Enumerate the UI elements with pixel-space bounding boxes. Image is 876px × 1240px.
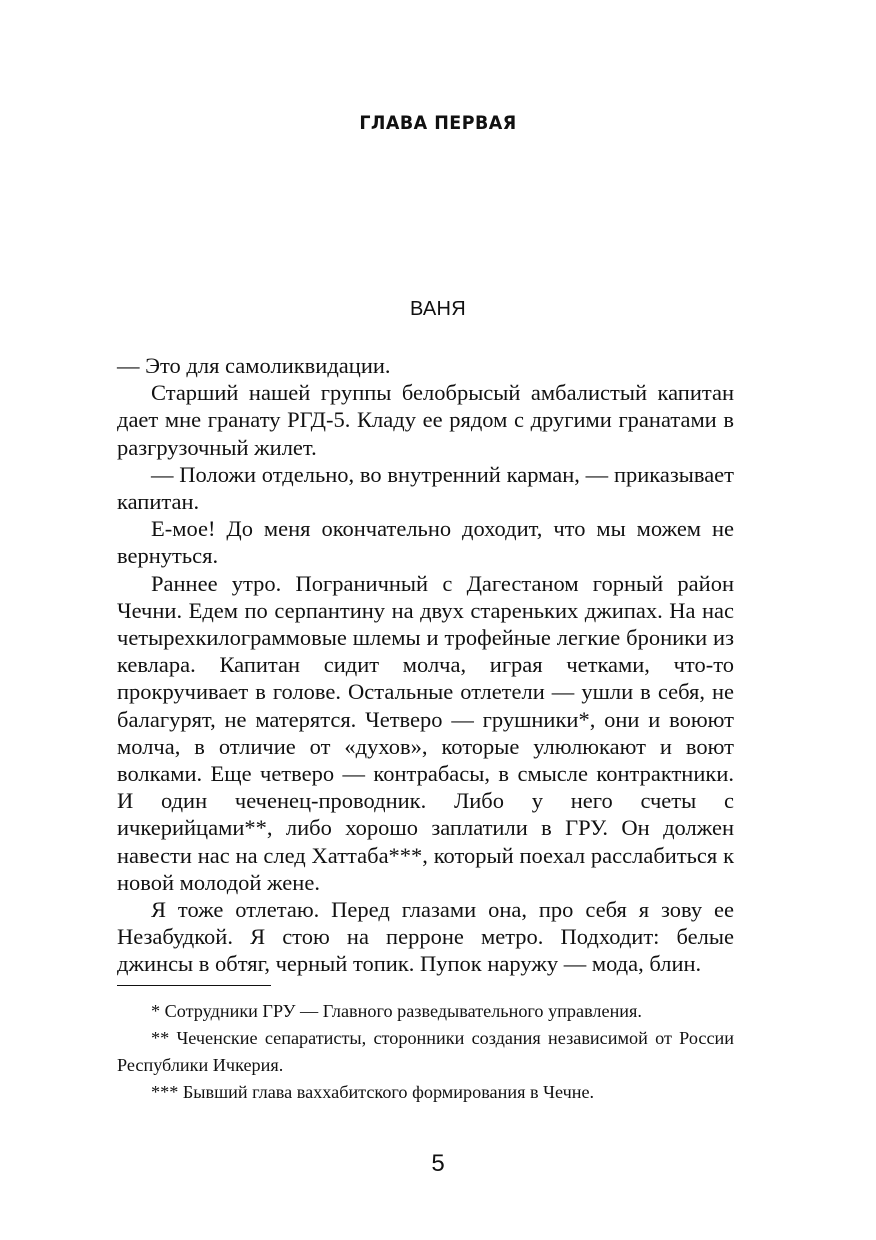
paragraph-5: Раннее утро. Пограничный с Дагестаном горный район Чечни. Едем по серпантину на двух стареньких джипах. На нас четырехкилограммовые шлемы и трофейные легкие броники из кевлара. Капитан сидит молча, играя четками, что-то прокручивает в голове. Остальные отлетели — ушли в себя, не балагурят, не матерятся. Четверо — грушники*, они и воюют молча, в отличие от «духов», которые улюлюкают и воют волками. Еще четверо — контрабасы, в смысле контрактники. И один чеченец-проводник. Либо у него счеты с ичкерийцами**, либо хорошо заплатили в ГРУ. Он должен навести нас на след Хаттаба***, который поехал расслабиться к новой молодой жене. (117, 570, 734, 895)
chapter-title: ГЛАВА ПЕРВАЯ (359, 112, 517, 134)
paragraph-1: — Это для самоликвидации. (117, 353, 391, 378)
paragraph-6: Я тоже отлетаю. Перед глазами она, про себя я зову ее Незабудкой. Я стою на перроне метро. Подходит: белые джинсы в обтяг, черный топик. Пупок наружу — мода, блин. (117, 897, 734, 977)
footnote-2: ** Чеченские сепаратисты, сторонники создания независимой от России Республики Ичкерия. (117, 1028, 734, 1075)
paragraph-4: Е-мое! До меня окончательно доходит, что мы можем не вернуться. (117, 516, 734, 569)
footnote-1: * Сотрудники ГРУ — Главного разведывательного управления. (151, 1001, 642, 1021)
page-number: 5 (431, 1150, 445, 1177)
footnote-3: *** Бывший глава ваххабитского формирования в Чечне. (151, 1082, 595, 1102)
footnote-divider (117, 985, 271, 986)
body-text (117, 352, 734, 978)
paragraph-2: Старший нашей группы белобрысый амбалистый капитан дает мне гранату РГД-5. Кладу ее рядом с другими гранатами в разгрузочный жилет. (117, 380, 734, 460)
paragraph-3: — Положи отдельно, во внутренний карман, — приказывает капитан. (117, 461, 734, 515)
section-title: ВАНЯ (409, 298, 467, 320)
footnotes (117, 998, 734, 1106)
